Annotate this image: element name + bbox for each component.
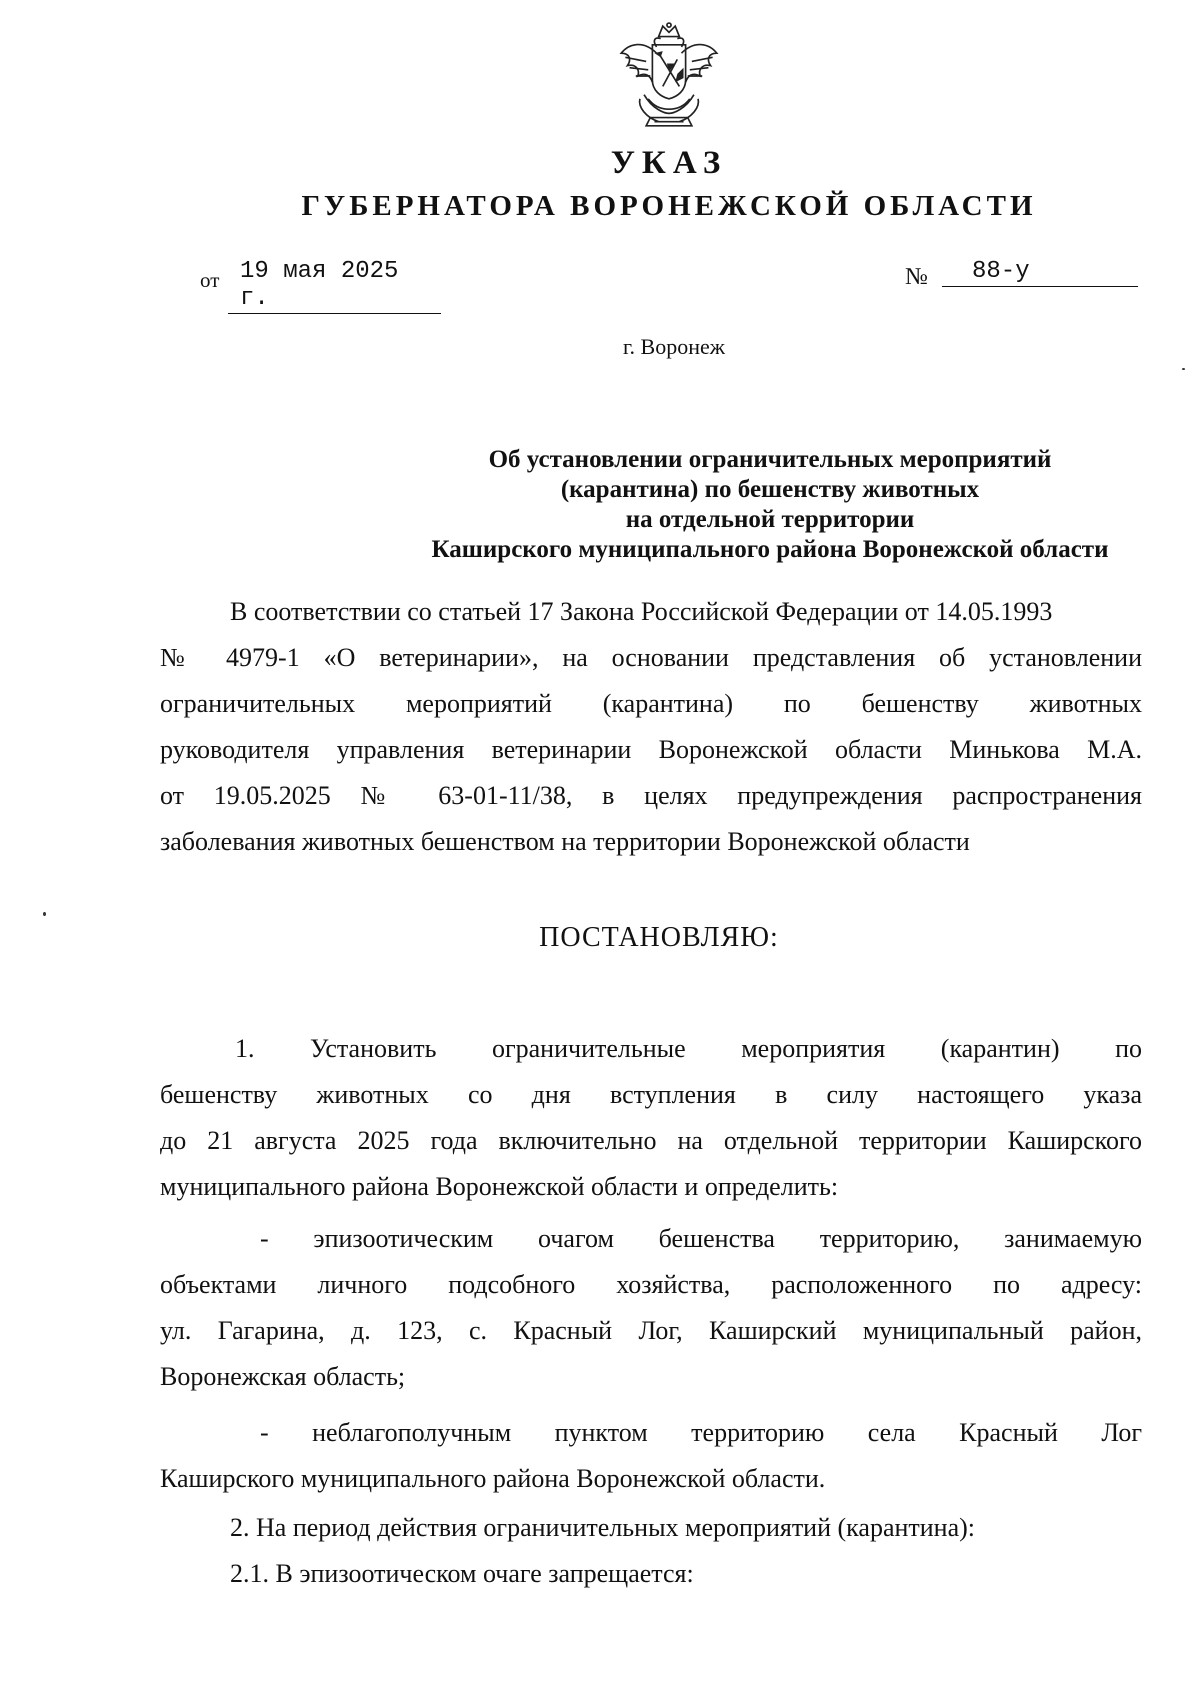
bullet-2 — [160, 1410, 1142, 1502]
subject-line: Каширского муниципального района Воронежской области — [431, 536, 1109, 563]
preamble-line: ограничительных мероприятий (карантина) по бешенству животных — [160, 689, 1142, 718]
preamble-line: № 4979-1 «О ветеринарии», на основании представления об установлении — [160, 643, 1142, 672]
number-prefix: № — [905, 264, 928, 290]
bullet-1-line: - эпизоотическим очагом бешенства территорию, занимаемую — [260, 1224, 1142, 1253]
item-1-line: до 21 августа 2025 года включительно на отдельной территории Каширского — [160, 1126, 1142, 1155]
coat-of-arms-icon — [617, 22, 721, 130]
document-number: 88-у — [942, 258, 1138, 287]
document-title: УКАЗ — [610, 145, 728, 181]
item-1-line: муниципального района Воронежской области и определить: — [160, 1172, 839, 1201]
bullet-1 — [160, 1216, 1142, 1400]
item-2-line: 2. На период действия ограничительных мероприятий (карантина): — [230, 1513, 976, 1542]
document-date: 19 мая 2025 г. — [228, 258, 441, 314]
subject-line: на отдельной территории — [625, 506, 915, 533]
item-1-line: бешенству животных со дня вступления в силу настоящего указа — [160, 1080, 1142, 1109]
bullet-1-line: ул. Гагарина, д. 123, с. Красный Лог, Каширский муниципальный район, — [160, 1316, 1142, 1345]
preamble-line: руководителя управления ветеринарии Воронежской области Минькова М.А. — [160, 735, 1142, 764]
bullet-1-line: Воронежская область; — [160, 1362, 406, 1391]
city: г. Воронеж — [623, 334, 725, 359]
bullet-2-line: Каширского муниципального района Воронежской области. — [160, 1464, 826, 1493]
item-2-1-line: 2.1. В эпизоотическом очаге запрещается: — [230, 1559, 694, 1588]
item-2 — [160, 1505, 1142, 1597]
date-prefix: от — [200, 268, 220, 292]
subject-line: Об установлении ограничительных мероприятий — [488, 446, 1052, 473]
decree-word: ПОСТАНОВЛЯЮ: — [539, 922, 779, 953]
document-subtitle: ГУБЕРНАТОРА ВОРОНЕЖСКОЙ ОБЛАСТИ — [301, 190, 1037, 222]
scan-speck — [1182, 368, 1185, 370]
bullet-2-line: - неблагополучным пунктом территорию села Красный Лог — [260, 1418, 1142, 1447]
bullet-1-line: объектами личного подсобного хозяйства, расположенного по адресу: — [160, 1270, 1142, 1299]
item-1-line: 1. Установить ограничительные мероприятия (карантин) по — [235, 1034, 1142, 1063]
item-1 — [160, 1026, 1142, 1210]
preamble-line: В соответствии со статьей 17 Закона Российской Федерации от 14.05.1993 — [230, 597, 1053, 626]
subject-line: (карантина) по бешенству животных — [560, 476, 980, 503]
document-subject — [200, 445, 1200, 565]
preamble-line: от 19.05.2025 № 63-01-11/38, в целях предупреждения распространения — [160, 781, 1142, 810]
preamble — [160, 589, 1142, 865]
preamble-line: заболевания животных бешенством на территории Воронежской области — [160, 827, 970, 856]
scan-speck — [43, 912, 46, 916]
